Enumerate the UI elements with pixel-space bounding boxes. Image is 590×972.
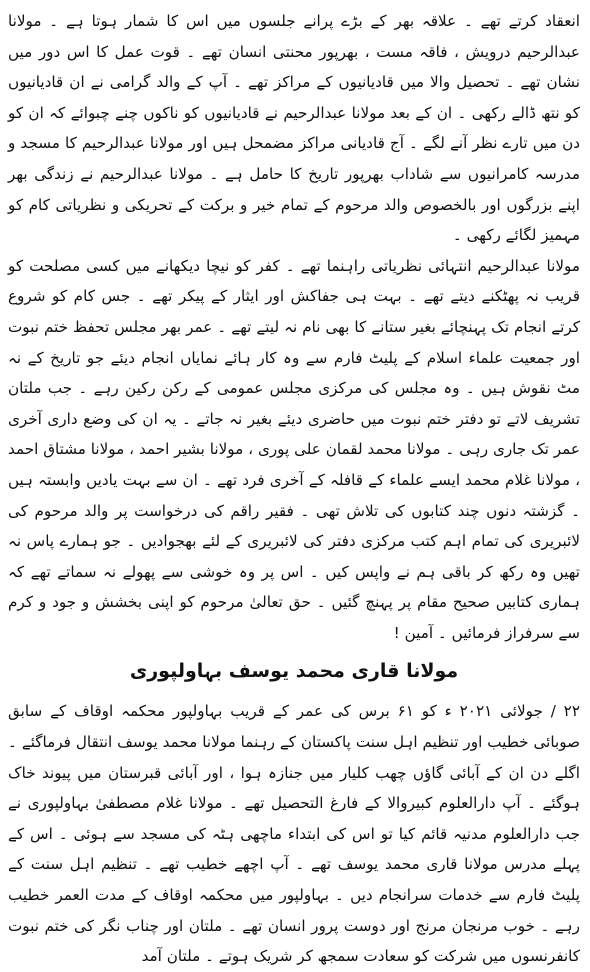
paragraph-qari-yousuf: ۲۲ / جولائی ۲۰۲۱ ء کو ۶۱ برس کی عمر کے قریب بہاولپور محکمہ اوقاف کے سابق صوبائی خطیب اور تنظیم اہل سنت پاکستان کے رہنما مولانا محمد یوسف انتقال فرماگئے ۔ اگلے دن ان کے آبائی گاؤں چھب کلیار میں جنازہ ہوا ، اور آبائی قبرستان میں پیوند خاک ہوگئے ۔ آپ دارالعلوم کبیروالا کے فارغ التحصیل تھے ۔ مولانا غلام مصطفیٰ بہاولپوری نے جب دارالعلوم مدنیہ قائم کیا تو اس کی ابتداء ماچھی ہٹہ کی مسجد سے ہوئی ۔ اس کے پہلے مدرس مولانا قاری محمد یوسف تھے ۔ آپ اچھے خطیب تھے ۔ تنظیم اہل سنت کے پلیٹ فارم سے خدمات سرانجام دیں ۔ بہاولپور میں محکمہ اوقاف کے مدت العمر خطیب رہے ۔ خوب مرنجان مرنج اور دوست پرور انسان تھے ۔ ملتان اور چناب نگر کی ختم نبوت کانفرنسوں میں شرکت کو سعادت سمجھ کر شریک ہوتے ۔ ملتان آمد [8, 702, 580, 966]
paragraph-abdul-rahim-family: انعقاد کرتے تھے ۔ علاقہ بھر کے بڑے پرانے جلسوں میں اس کا شمار ہوتا ہے ۔ مولانا عبدالرحیم درویش ، فاقہ مست ، بھرپور محنتی انسان تھے ۔ قوت عمل کا اس دور میں نشان تھے ۔ تحصیل والا میں قادیانیوں کے مراکز تھے ۔ آپ کے والد گرامی نے ان قادیانیوں کو نتھ ڈالے رکھی ۔ ان کے بعد مولانا عبدالرحیم نے قادیانیوں کو ناکوں چنے چبوائے کہ ان کو دن میں تارے نظر آنے لگے ۔ آج قادیانی مراکز مضمحل ہیں اور مولانا عبدالرحیم کا مسجد و مدرسہ کامرانیوں سے شاداب بھرپور تاریخ کا حامل ہے ۔ مولانا عبدالرحیم نے زندگی بھر اپنے بزرگوں اور بالخصوص والد مرحوم کے تمام خیر و برکت کے تحریکی و نظریاتی کام کو مہمیز لگائے رکھی ۔ [8, 12, 580, 245]
section-heading: مولانا قاری محمد یوسف بہاولپوری [129, 660, 459, 683]
paragraph-abdul-rahim-character: مولانا عبدالرحیم انتہائی نظریاتی راہنما تھے ۔ کفر کو نیچا دیکھانے میں کسی مصلحت کو قریب نہ پھٹکنے دیتے تھے ۔ بہت ہی جفاکش اور ایثار کے پیکر تھے ۔ جس کام کو شروع کرتے انجام تک پہنچائے بغیر ستانے کا بھی نام نہ لیتے تھے ۔ عمر بھر مجلس تحفظ ختم نبوت اور جمعیت علماء اسلام کے پلیٹ فارم سے وہ کار ہائے نمایاں انجام دیئے جو تاریخ کے نہ مٹ نقوش ہیں ۔ وہ مجلس کی مرکزی مجلس عمومی کے رکن رکین رہے ۔ جب ملتان تشریف لاتے تو دفتر ختم نبوت میں حاضری دیئے بغیر نہ جاتے ۔ یہ ان کی وضع داری آخری عمر تک جاری رہی ۔ مولانا محمد لقمان علی پوری ، مولانا بشیر احمد ، مولانا مشتاق احمد ، مولانا غلام محمد ایسے علماء کے قافلہ کے آخری فرد تھے ۔ ان سے بہت یادیں وابستہ ہیں ۔ گزشتہ دنوں چند کتابوں کی تلاش تھی ۔ فقیر راقم کی درخواست پر والد مرحوم کی لائبریری کی تمام اہم کتب مرکزی دفتر کی لائبریری کے لئے بھجوادیں ۔ جو ہمارے پاس نہ تھیں وہ رکھ کر باقی ہم نے واپس کیں ۔ اس پر وہ خوشی سے پھولے نہ سماتے تھے کہ ہماری کتابیں صحیح مقام پر پہنچ گئیں ۔ حق تعالیٰ مرحوم کو اپنی بخشش و جود و کرم سے سرفراز فرمائیں ۔ آمین ! [8, 256, 580, 642]
